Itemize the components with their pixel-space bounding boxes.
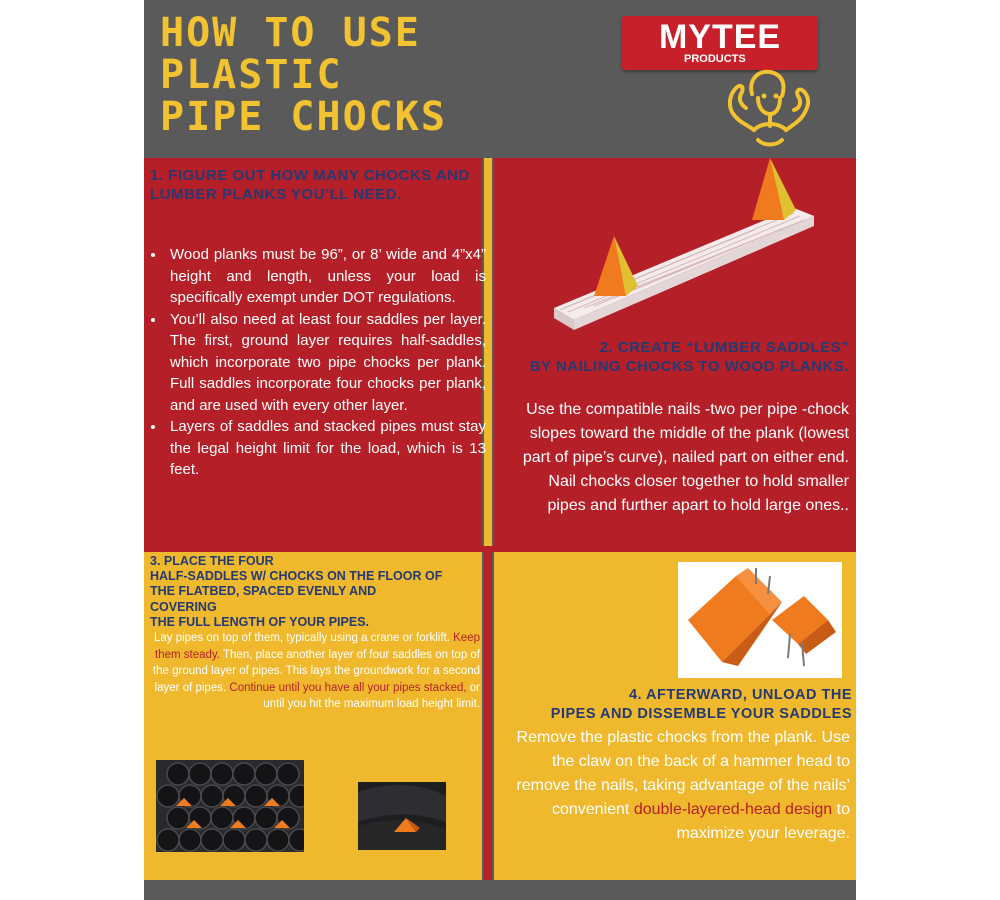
strongman-mascot-icon: [718, 64, 818, 150]
divider: [484, 552, 492, 880]
pipe-chock-closeup-photo: [358, 782, 446, 850]
step-2-body: Use the compatible nails -two per pipe -chock slopes toward the middle of the plank (lowest part of pipe’s curve), nailed part on either end. Nail chocks closer together to hold smaller pipes and further apart to hold large ones..: [522, 401, 849, 514]
body-text: or until you hit the maximum load height limit.: [263, 681, 480, 710]
step-1-heading: 1. FIGURE OUT HOW MANY CHOCKS AND LUMBER PLANKS YOU’LL NEED.: [150, 167, 470, 203]
logo-name: MYTEE: [658, 18, 782, 56]
footer-bar: [144, 880, 856, 900]
list-item: • Layers of saddles and stacked pipes must stay the legal height limit for the load, which is 13 feet.: [166, 416, 486, 481]
step-2-heading: [504, 338, 849, 376]
title-line: PLASTIC: [160, 52, 343, 98]
highlight-text: Keep them steady.: [155, 632, 480, 661]
step-3-panel: [144, 552, 482, 880]
heading-line: THE FULL LENGTH OF YOUR PIPES.: [150, 614, 370, 629]
logo-subtitle: PRODUCTS: [684, 53, 746, 65]
step-3-body: [150, 630, 480, 713]
list-item: • You’ll also need at least four saddles per layer. The first, ground layer requires half-saddles, which incorporate two pipe chocks per plank. Full saddles incorporate four chocks per plank, and are used with every other layer.: [166, 309, 486, 417]
step-3-heading: [150, 554, 480, 630]
highlight-text: Continue until you have all your pipes stacked,: [229, 681, 467, 694]
heading-line: BY NAILING CHOCKS TO WOOD PLANKS.: [529, 358, 849, 375]
list-item: • Wood planks must be 96”, or 8’ wide and 4”x4” height and length, unless your load is specifically exempt under DOT regulations.: [166, 244, 486, 309]
header: [144, 0, 856, 150]
body-text: to maximize your leverage.: [676, 801, 850, 842]
brand-logo: [622, 16, 818, 70]
heading-line: 4. AFTERWARD, UNLOAD THE: [628, 687, 852, 703]
heading-line: 3. PLACE THE FOUR: [150, 554, 274, 568]
title-line: HOW TO USE: [160, 10, 421, 56]
pipe-chocks-photo: [678, 562, 842, 678]
page-title: [160, 12, 447, 138]
heading-line: 2. CREATE “LUMBER SADDLES”: [599, 339, 849, 356]
title-line: PIPE CHOCKS: [160, 94, 447, 140]
heading-line: HALF-SADDLES W/ CHOCKS ON THE FLOOR OF: [150, 569, 443, 584]
step-2-panel: [494, 158, 856, 546]
body-text: Remove the plastic chocks from the plank. Use the claw on the back of a hammer head to remove the nails, taking advantage of the nails’ convenient: [516, 729, 850, 818]
body-text: Then, place another layer of four saddles on top of the ground layer of pipes. This lays the groundwork for a second layer of pipes.: [152, 648, 480, 694]
highlight-text: double-layered-head design: [633, 801, 833, 818]
step-1-list: [148, 244, 486, 481]
step-4-panel: [494, 552, 856, 880]
body-text: Lay pipes on top of them, typically using a crane or forklift.: [153, 632, 450, 644]
step-4-heading: [502, 686, 852, 724]
stacked-pipes-photo: [156, 760, 304, 852]
step-1-panel: [144, 158, 486, 546]
infographic: [144, 0, 856, 900]
step-4-body: [508, 726, 850, 846]
heading-line: THE FLATBED, SPACED EVENLY AND: [150, 584, 377, 599]
heading-line: PIPES AND DISSEMBLE YOUR SADDLES: [550, 706, 852, 722]
plank-with-chocks-illustration: [554, 158, 854, 338]
heading-line: COVERING: [150, 599, 217, 614]
